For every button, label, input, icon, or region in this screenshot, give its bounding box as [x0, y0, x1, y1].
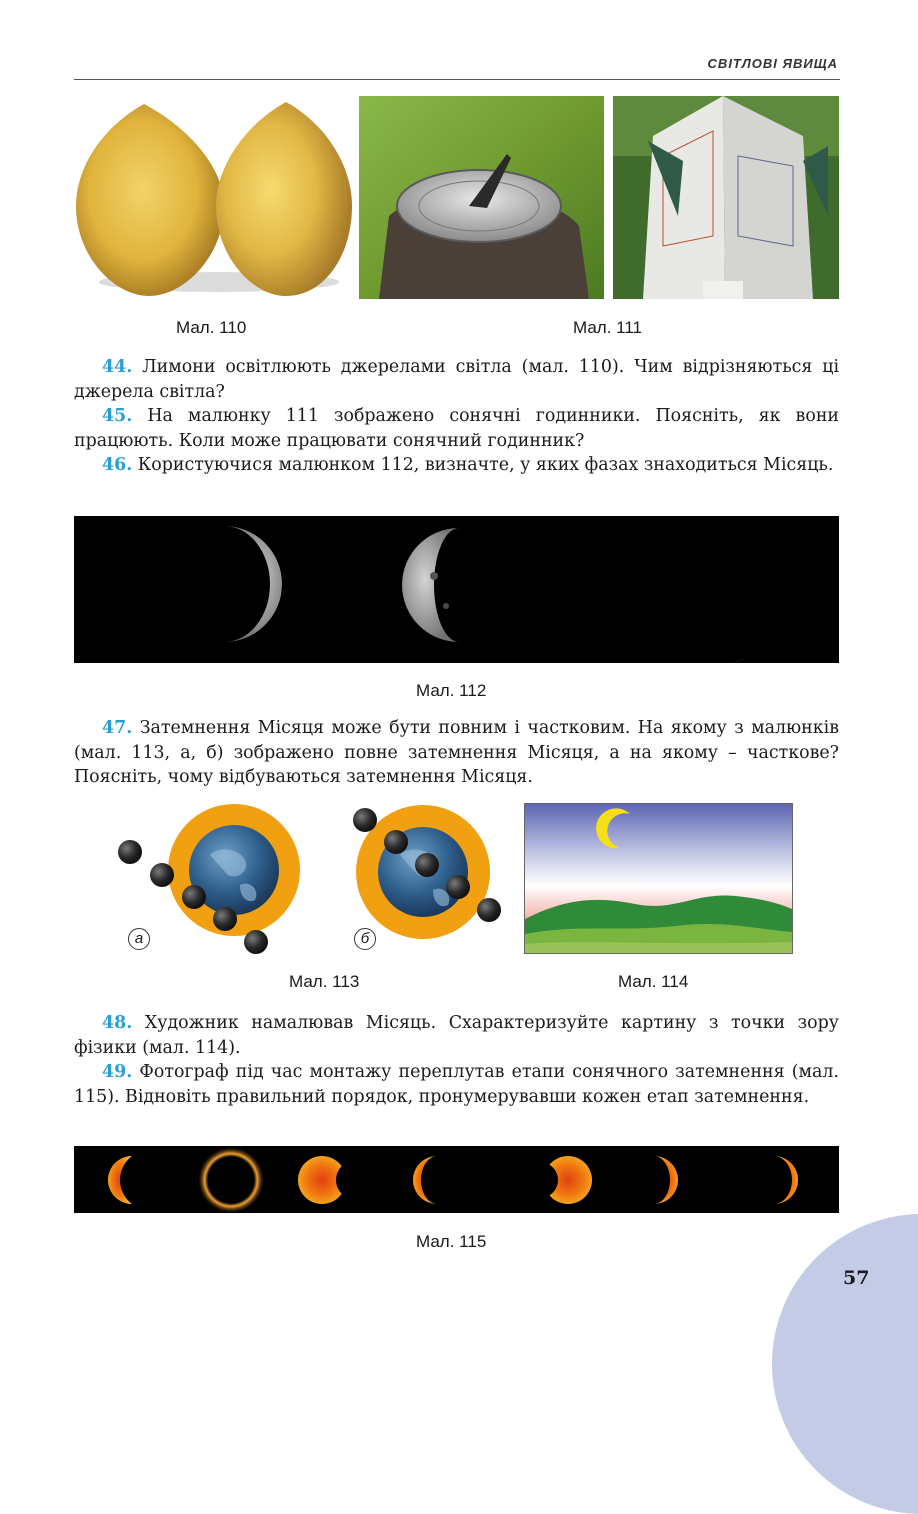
label-a-text: а	[134, 930, 144, 947]
header-rule	[74, 79, 840, 80]
task-number: 46.	[102, 455, 133, 475]
task-number: 44.	[102, 357, 133, 377]
moon-phases-image	[74, 516, 839, 663]
task-text: Користуючися малюнком 112, визначте, у яких фазах знаходиться Місяць.	[137, 455, 834, 475]
running-header: СВІТЛОВІ ЯВИЩА	[707, 56, 838, 71]
task-47	[74, 716, 839, 790]
figure-114-caption: Мал. 114	[618, 972, 689, 991]
label-b	[354, 928, 376, 950]
task-number: 49.	[102, 1062, 133, 1082]
task-text: На малюнку 111 зображено сонячні годинники. Поясніть, як вони працюють. Коли може працювати сонячний годинник?	[74, 406, 840, 451]
task-45	[74, 404, 839, 453]
page-number: 57	[843, 1267, 870, 1289]
task-text: Фотограф під час монтажу переплутав етапи сонячного затемнення (мал. 115). Відновіть правильний порядок, пронумерувавши кожен етап затемнення.	[74, 1062, 839, 1107]
task-number: 45.	[102, 406, 133, 426]
obelisk-sundial-image	[613, 96, 839, 299]
task-number: 48.	[102, 1013, 133, 1033]
page-corner-decoration	[772, 1214, 918, 1514]
task-text: Лимони освітлюють джерелами світла (мал. 110). Чим відрізняються ці джерела світла?	[74, 357, 840, 402]
task-text: Художник намалював Місяць. Схарактеризуйте картину з точки зору фізики (мал. 114).	[74, 1013, 839, 1058]
figure-115-caption: Мал. 115	[416, 1232, 487, 1251]
task-44	[74, 355, 839, 404]
sundial-image	[359, 96, 604, 299]
task-text: Затемнення Місяця може бути повним і частковим. На якому з малюнків (мал. 113, а, б) зображено повне затемнення Місяця, а на якому – часткове? Поясніть, чому відбуваються затемнення Місяця.	[74, 718, 839, 787]
task-49	[74, 1060, 839, 1109]
task-46	[74, 453, 839, 478]
figure-113-caption: Мал. 113	[289, 972, 360, 991]
moon-painting-image	[524, 803, 793, 954]
figure-112-caption: Мал. 112	[416, 681, 487, 700]
solar-eclipse-stages-image	[74, 1146, 839, 1213]
lemons-image	[74, 96, 352, 299]
task-48	[74, 1011, 839, 1060]
task-number: 47.	[102, 718, 133, 738]
label-b-text: б	[360, 930, 370, 947]
figure-111-caption: Мал. 111	[573, 318, 643, 337]
label-a	[128, 928, 150, 950]
figure-110-caption: Мал. 110	[176, 318, 247, 337]
